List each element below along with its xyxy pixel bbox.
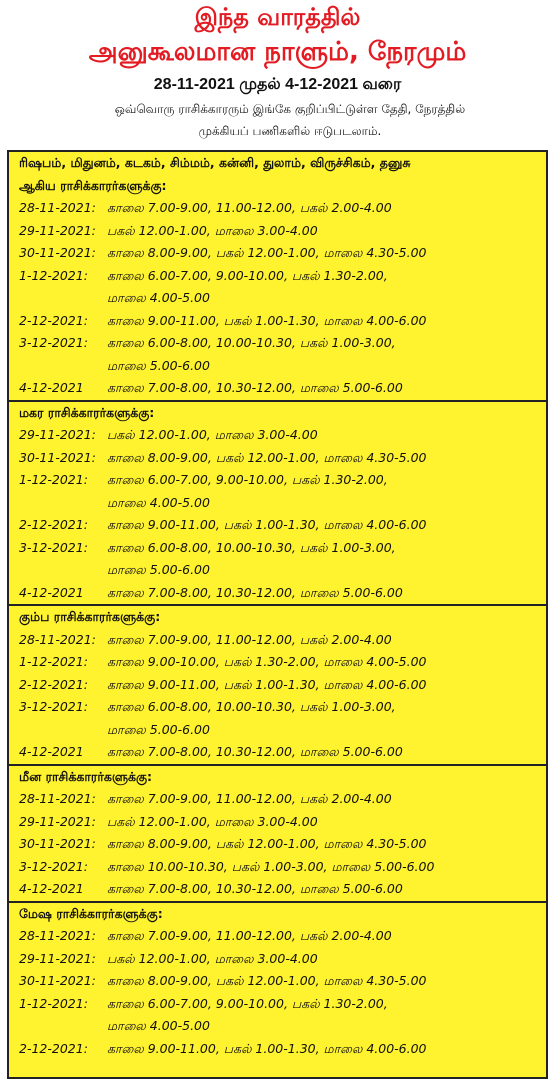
- intro-line-2: முக்கியப் பணிகளில் ஈடுபடலாம்.: [198, 124, 382, 138]
- row-times: காலை 7.00-8.00, 10.30-12.00, மாலை 5.00-6.00: [107, 744, 403, 759]
- row-times: காலை 7.00-9.00, 11.00-12.00, பகல் 2.00-4.00: [107, 631, 392, 647]
- section-heading: கும்ப ராசிக்காரர்களுக்கு:: [19, 609, 161, 624]
- schedule-row: [19, 856, 546, 879]
- row-times: காலை 8.00-9.00, பகல் 12.00-1.00, மாலை 4.30-5.00: [107, 836, 427, 851]
- schedule-row: [19, 310, 546, 333]
- row-times: காலை 8.00-9.00, பகல் 12.00-1.00, மாலை 4.30-5.00: [107, 245, 427, 260]
- row-times: காலை 6.00-8.00, 10.00-10.30, பகல் 1.00-3.00, மாலை 5.00-6.00: [107, 539, 396, 577]
- schedule-row: [19, 265, 546, 310]
- row-times: காலை 6.00-8.00, 10.00-10.30, பகல் 1.00-3.00, மாலை 5.00-6.00: [107, 699, 396, 737]
- row-times: காலை 9.00-11.00, பகல் 1.00-1.30, மாலை 4.00-6.00: [107, 312, 427, 328]
- intro-text: [40, 98, 540, 142]
- row-times: காலை 7.00-8.00, 10.30-12.00, மாலை 5.00-6.00: [107, 584, 403, 600]
- rasi-section: [9, 152, 546, 402]
- row-date: 29-11-2021:: [19, 427, 96, 442]
- row-date: 1-12-2021:: [19, 654, 88, 669]
- schedule-row: [19, 447, 546, 470]
- schedule-row: [19, 629, 546, 652]
- row-date: 29-11-2021:: [19, 950, 96, 966]
- row-times: காலை 7.00-9.00, 11.00-12.00, பகல் 2.00-4.00: [107, 928, 392, 943]
- row-date: 1-12-2021:: [19, 267, 88, 283]
- row-date: 1-12-2021:: [19, 472, 88, 487]
- row-times: காலை 10.00-10.30, பகல் 1.00-3.00, மாலை 5.00-6.00: [107, 858, 435, 874]
- row-times: காலை 6.00-7.00, 9.00-10.00, பகல் 1.30-2.00, மாலை 4.00-5.00: [107, 472, 388, 510]
- schedule-row: [19, 220, 546, 243]
- row-times: காலை 7.00-9.00, 11.00-12.00, பகல் 2.00-4.00: [107, 791, 392, 806]
- row-date: 28-11-2021:: [19, 631, 96, 647]
- rasi-section: [9, 402, 546, 607]
- row-times: காலை 6.00-7.00, 9.00-10.00, பகல் 1.30-2.00, மாலை 4.00-5.00: [107, 995, 388, 1033]
- row-times: காலை 6.00-8.00, 10.00-10.30, பகல் 1.00-3.00, மாலை 5.00-6.00: [107, 335, 396, 373]
- schedule-row: [19, 948, 546, 971]
- schedule-row: [19, 582, 546, 605]
- row-times: பகல் 12.00-1.00, மாலை 3.00-4.00: [107, 813, 318, 829]
- schedule-panel: [7, 150, 548, 1079]
- schedule-row: [19, 1038, 546, 1061]
- row-times: பகல் 12.00-1.00, மாலை 3.00-4.00: [107, 427, 318, 442]
- section-heading: ரிஷபம், மிதுனம், கடகம், சிம்மம், கன்னி, துலாம், விருச்சிகம், தனுசு: [19, 155, 411, 170]
- row-times: காலை 9.00-10.00, பகல் 1.30-2.00, மாலை 4.00-5.00: [107, 654, 427, 669]
- schedule-row: [19, 925, 546, 948]
- row-date: 4-12-2021: [19, 881, 84, 896]
- schedule-row: [19, 993, 546, 1038]
- schedule-row: [19, 242, 546, 265]
- row-times: காலை 6.00-7.00, 9.00-10.00, பகல் 1.30-2.00, மாலை 4.00-5.00: [107, 267, 388, 305]
- row-date: 2-12-2021:: [19, 676, 88, 692]
- schedule-row: [19, 197, 546, 220]
- schedule-row: [19, 537, 546, 582]
- row-date: 28-11-2021:: [19, 200, 96, 215]
- row-times: காலை 8.00-9.00, பகல் 12.00-1.00, மாலை 4.30-5.00: [107, 449, 427, 465]
- intro-line-1: ஒவ்வொரு ராசிக்காரரும் இங்கே குறிப்பிட்டுள்ள தேதி, நேரத்தில்: [114, 102, 466, 116]
- row-date: 28-11-2021:: [19, 791, 96, 806]
- row-date: 4-12-2021: [19, 380, 84, 395]
- schedule-row: [19, 741, 546, 764]
- rasi-section: [9, 766, 546, 903]
- schedule-row: [19, 469, 546, 514]
- row-times: காலை 9.00-11.00, பகல் 1.00-1.30, மாலை 4.00-6.00: [107, 676, 427, 692]
- schedule-row: [19, 833, 546, 856]
- date-range: 28-11-2021 முதல் 4-12-2021 வரை: [153, 76, 402, 93]
- row-date: 3-12-2021:: [19, 699, 88, 714]
- row-date: 4-12-2021: [19, 584, 84, 600]
- schedule-row: [19, 788, 546, 811]
- schedule-row: [19, 970, 546, 993]
- title-line-1: இந்த வாரத்தில்: [194, 3, 361, 31]
- section-heading-continued: ஆகிய ராசிக்காரர்களுக்கு:: [19, 177, 167, 193]
- row-times: பகல் 12.00-1.00, மாலை 3.00-4.00: [107, 950, 318, 966]
- row-date: 2-12-2021:: [19, 1040, 88, 1056]
- schedule-row: [19, 651, 546, 674]
- row-date: 3-12-2021:: [19, 335, 88, 350]
- row-date: 29-11-2021:: [19, 222, 96, 238]
- row-date: 30-11-2021:: [19, 449, 96, 465]
- schedule-row: [19, 332, 546, 377]
- schedule-row: [19, 377, 546, 400]
- row-times: காலை 7.00-8.00, 10.30-12.00, மாலை 5.00-6.00: [107, 380, 403, 395]
- row-date: 28-11-2021:: [19, 928, 96, 943]
- row-times: காலை 9.00-11.00, பகல் 1.00-1.30, மாலை 4.00-6.00: [107, 1040, 427, 1056]
- schedule-row: [19, 696, 546, 741]
- title-line-2: அனுகூலமான நாளும், நேரமும்: [88, 37, 467, 67]
- row-times: காலை 9.00-11.00, பகல் 1.00-1.30, மாலை 4.00-6.00: [107, 517, 427, 532]
- row-times: காலை 7.00-9.00, 11.00-12.00, பகல் 2.00-4.00: [107, 200, 392, 215]
- row-date: 30-11-2021:: [19, 245, 96, 260]
- schedule-row: [19, 878, 546, 901]
- section-heading: மேஷ ராசிக்காரர்களுக்கு:: [19, 905, 163, 921]
- row-date: 1-12-2021:: [19, 995, 88, 1011]
- section-heading: மீன ராசிக்காரர்களுக்கு:: [19, 768, 153, 784]
- row-date: 4-12-2021: [19, 744, 84, 759]
- rasi-section: [9, 903, 546, 1061]
- schedule-row: [19, 811, 546, 834]
- row-times: பகல் 12.00-1.00, மாலை 3.00-4.00: [107, 222, 318, 238]
- row-date: 30-11-2021:: [19, 973, 96, 988]
- schedule-row: [19, 424, 546, 447]
- row-date: 3-12-2021:: [19, 858, 88, 874]
- row-date: 29-11-2021:: [19, 813, 96, 829]
- schedule-row: [19, 514, 546, 537]
- page-header: [0, 0, 555, 150]
- row-date: 2-12-2021:: [19, 312, 88, 328]
- rasi-section: [9, 606, 546, 766]
- row-date: 2-12-2021:: [19, 517, 88, 532]
- row-times: காலை 8.00-9.00, பகல் 12.00-1.00, மாலை 4.30-5.00: [107, 973, 427, 988]
- row-date: 30-11-2021:: [19, 836, 96, 851]
- row-times: காலை 7.00-8.00, 10.30-12.00, மாலை 5.00-6.00: [107, 881, 403, 896]
- section-heading: மகர ராசிக்காரர்களுக்கு:: [19, 404, 155, 420]
- schedule-row: [19, 674, 546, 697]
- row-date: 3-12-2021:: [19, 539, 88, 555]
